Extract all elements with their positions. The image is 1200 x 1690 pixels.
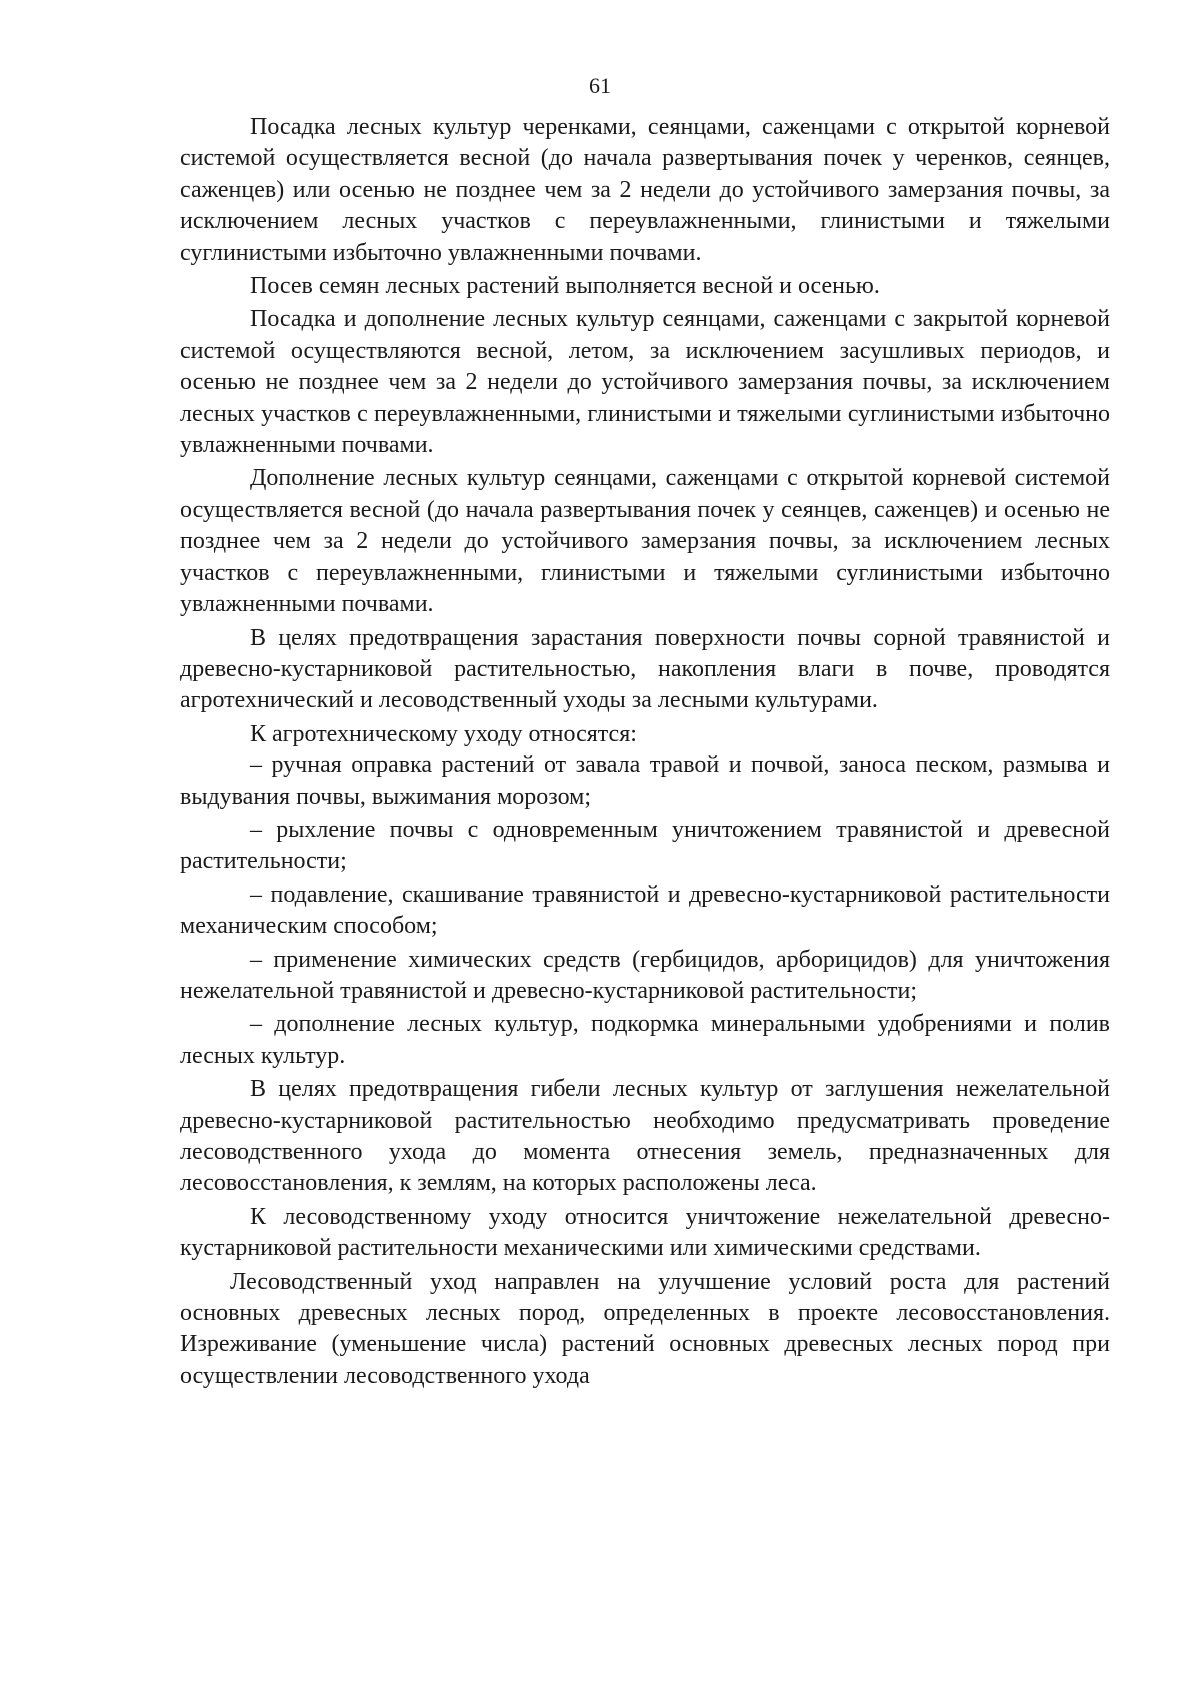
- list-item-manual-straightening: – ручная оправка растений от завала травой и почвой, заноса песком, размыва и выдувания почвы, выжимания морозом;: [180, 752, 1110, 810]
- page-number: 61: [589, 73, 611, 98]
- paragraph-planting-closed-roots: Посадка и дополнение лесных культур сеянцами, саженцами с закрытой корневой системой осуществляются весной, летом, за исключением засушливых периодов, и осенью не позднее чем за 2 недели до устойчивого замерзания почвы, за исключением лесных участков с переувлажненными, глинистыми и тяжелыми суглинистыми избыточно увлажненными почвами.: [180, 306, 1110, 459]
- paragraph-sowing-seeds: Посев семян лесных растений выполняется весной и осенью.: [250, 273, 880, 300]
- paragraph-planting-open-roots: Посадка лесных культур черенками, сеянцами, саженцами с открытой корневой системой осуществляется весной (до начала развертывания почек у черенков, сеянцев, саженцев) или осенью не позднее чем за 2 недели до устойчивого замерзания почвы, за исключением лесных участков с переувлажненными, глинистыми и тяжелыми суглинистыми избыточно увлажненными почвами.: [180, 114, 1110, 266]
- paragraph-addition-open-roots: Дополнение лесных культур сеянцами, саженцами с открытой корневой системой осуществляется весной (до начала развертывания почек у сеянцев, саженцев) и осенью не позднее чем за 2 недели до устойчивого замерзания почвы, за исключением лесных участков с переувлажненными, глинистыми и тяжелыми суглинистыми избыточно увлажненными почвами.: [180, 465, 1110, 618]
- paragraph-silvicultural-care-purpose: Лесоводственный уход направлен на улучшение условий роста для растений основных древесных лесных пород, определенных в проекте лесовосстановления. Изреживание (уменьшение числа) растений основных древесных лесных пород при осуществлении лесоводственного ухода: [180, 1268, 1110, 1389]
- list-item-fertilizing: – дополнение лесных культур, подкормка минеральными удобрениями и полив лесных культур.: [180, 1011, 1110, 1069]
- paragraph-preventing-loss: В целях предотвращения гибели лесных культур от заглушения нежелательной древесно-кустарниковой растительностью необходимо предусматривать проведение лесоводственного ухода до момента отнесения земель, предназначенных для лесовосстановления, к землям, на которых расположены леса.: [180, 1076, 1110, 1197]
- paragraph-silvicultural-care-definition: К лесоводственному уходу относится уничтожение нежелательной древесно-кустарниковой растительности механическими или химическими средствами.: [180, 1203, 1110, 1262]
- paragraph-agrotechnical-care-intro: К агротехническому уходу относятся:: [250, 720, 637, 747]
- document-body: [180, 112, 1110, 1392]
- list-item-loosening-soil: – рыхление почвы с одновременным уничтожением травянистой и древесной растительности;: [180, 816, 1110, 875]
- paragraph-care-purpose: В целях предотвращения зарастания поверхности почвы сорной травянистой и древесно-кустарниковой растительностью, накопления влаги в почве, проводятся агротехнический и лесоводственный уходы за лесными культурами.: [180, 624, 1110, 714]
- list-item-mowing: – подавление, скашивание травянистой и древесно-кустарниковой растительности механическим способом;: [180, 881, 1110, 940]
- list-item-chemicals: – применение химических средств (гербицидов, арборицидов) для уничтожения нежелательной травянистой и древесно-кустарниковой растительности;: [180, 946, 1110, 1004]
